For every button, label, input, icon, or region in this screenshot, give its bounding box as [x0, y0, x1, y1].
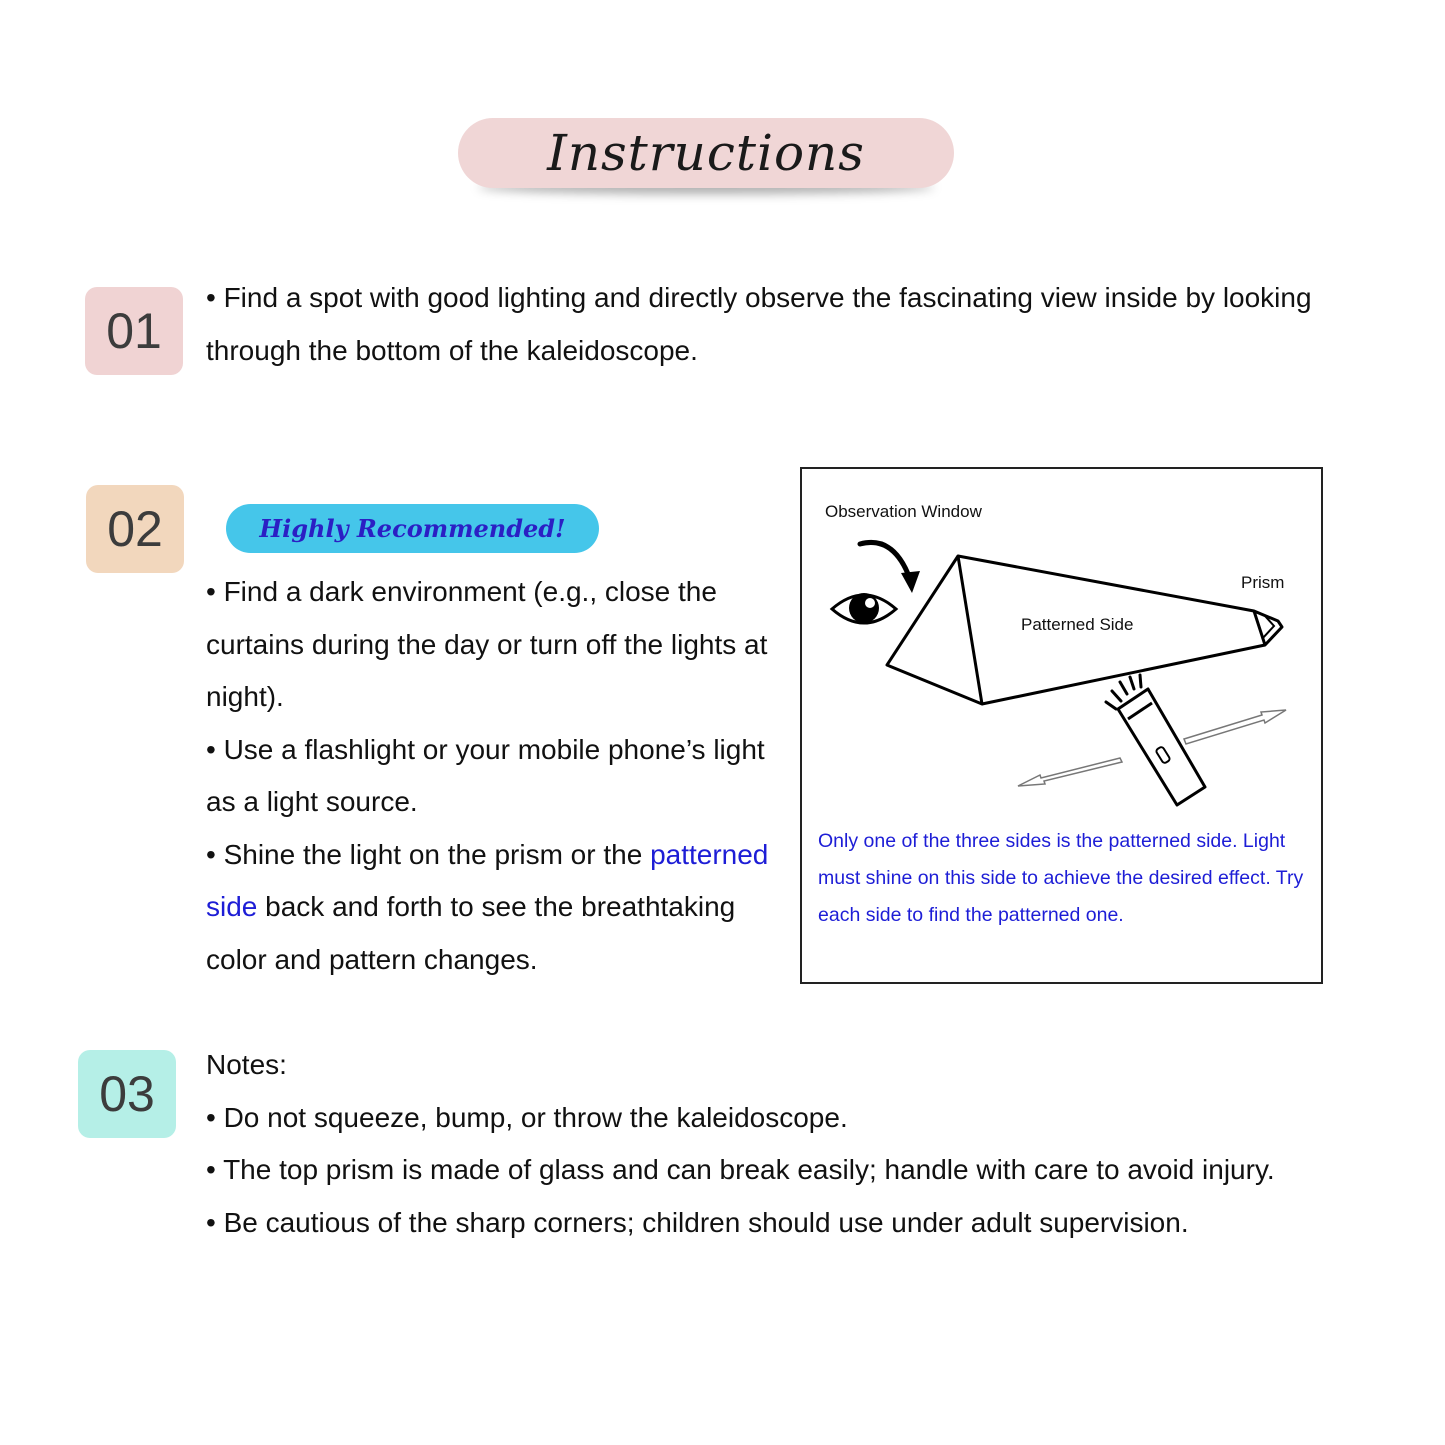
step-number-badge-3: 03	[78, 1050, 176, 1138]
shine-prefix: • Shine the light on the prism or the	[206, 838, 651, 870]
step-number-badge-1: 01	[85, 287, 183, 375]
notes-heading: Notes:	[206, 1049, 287, 1080]
highly-recommended-label: Highly Recommended!	[259, 514, 566, 543]
step-2-line-shine	[206, 829, 781, 987]
note-line-sharp-corners: • Be cautious of the sharp corners; children should use under adult supervision.	[206, 1206, 1189, 1238]
eye-icon	[832, 593, 896, 623]
title-banner	[458, 118, 954, 198]
step-1-text	[206, 272, 1326, 377]
page-title: Instructions	[547, 124, 865, 182]
step-3-text	[206, 1039, 1326, 1249]
curved-arrow-icon	[860, 542, 920, 593]
note-line-squeeze: • Do not squeeze, bump, or throw the kaleidoscope.	[206, 1101, 848, 1133]
patterned-side-label: Patterned Side	[1021, 615, 1134, 634]
step-1-line: • Find a spot with good lighting and directly observe the fascinating view inside by looking through the bottom of the kaleidoscope.	[206, 282, 1312, 366]
highly-recommended-badge	[226, 504, 599, 553]
shine-suffix: back and forth to see the breathtaking color and pattern changes.	[206, 891, 736, 975]
diagram-note: Only one of the three sides is the patterned side. Light must shine on this side to achieve the desired effect. Try each side to find the patterned one.	[818, 830, 1304, 926]
observation-window-label: Observation Window	[825, 502, 982, 521]
note-line-glass-prism: • The top prism is made of glass and can break easily; handle with care to avoid injury.	[206, 1154, 1275, 1185]
kaleidoscope-diagram	[800, 467, 1323, 984]
prism-icon	[1254, 611, 1282, 645]
step-2-line-dark-environment: • Find a dark environment (e.g., close the curtains during the day or turn off the lights at night).	[206, 576, 768, 712]
prism-label: Prism	[1241, 573, 1285, 592]
patterned-side-highlight: patterned side	[206, 838, 769, 922]
step-2-line-light-source: • Use a flashlight or your mobile phone’s light as a light source.	[206, 733, 765, 817]
step-number-badge-2: 02	[86, 485, 184, 573]
title-pill	[458, 118, 954, 188]
step-2-text	[206, 566, 781, 986]
